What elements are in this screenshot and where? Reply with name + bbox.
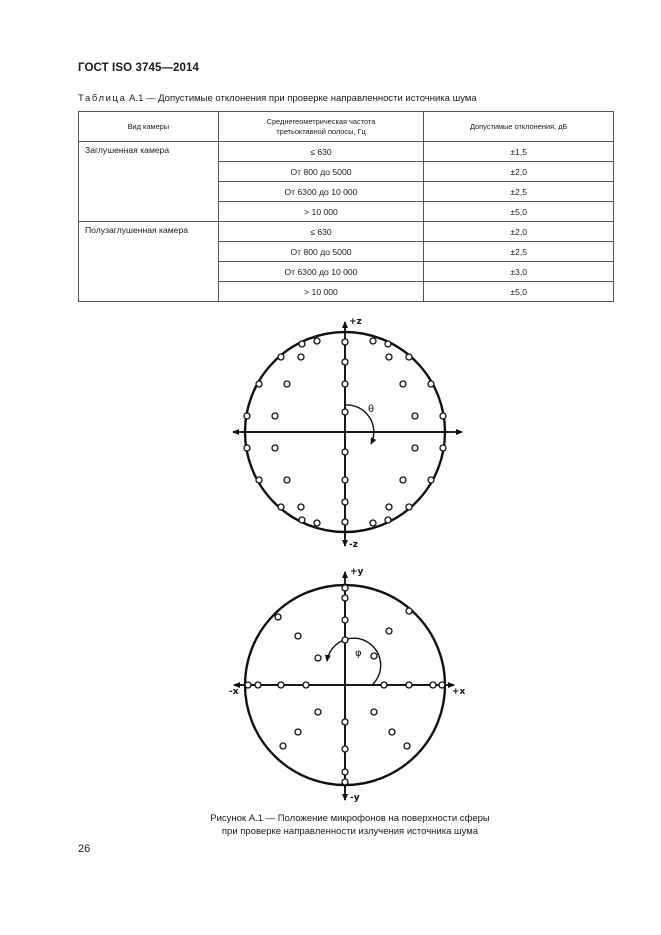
microphone-point bbox=[342, 519, 348, 525]
microphone-point bbox=[314, 338, 320, 344]
bottom-sphere-diagram bbox=[229, 567, 466, 803]
microphone-point bbox=[256, 477, 262, 483]
figure-caption-line: при проверке направленности излучения источника шума bbox=[221, 826, 479, 837]
microphone-point bbox=[278, 682, 284, 688]
deviation-cell: ±2,0 bbox=[424, 162, 614, 182]
microphone-point bbox=[295, 633, 301, 639]
microphone-point bbox=[298, 504, 304, 510]
microphone-point bbox=[299, 341, 305, 347]
table-caption-label: Таблица bbox=[78, 93, 127, 104]
microphone-point bbox=[315, 655, 321, 661]
axis-label-minus-x: -x bbox=[229, 687, 239, 697]
col-header-frequency: Среднегеометрическая частота третьоктавной полосы, Гц bbox=[218, 112, 424, 142]
microphone-point bbox=[342, 746, 348, 752]
microphone-point bbox=[385, 517, 391, 523]
microphone-point bbox=[386, 504, 392, 510]
microphone-point bbox=[412, 445, 418, 451]
table-caption-text: А.1 — Допустимые отклонения при проверке направленности источника шума bbox=[126, 93, 477, 104]
microphone-point bbox=[400, 381, 406, 387]
page-number: 26 bbox=[78, 843, 91, 855]
microphone-point bbox=[428, 381, 434, 387]
microphone-point bbox=[256, 381, 262, 387]
axis-label-minus-y: -y bbox=[350, 793, 360, 803]
microphone-point bbox=[342, 769, 348, 775]
frequency-cell: От 6300 до 10 000 bbox=[218, 182, 424, 202]
microphone-point bbox=[381, 682, 387, 688]
microphone-point bbox=[342, 637, 348, 643]
microphone-point bbox=[386, 628, 392, 634]
microphone-point bbox=[412, 413, 418, 419]
microphone-point bbox=[284, 381, 290, 387]
figure-caption bbox=[150, 812, 550, 838]
microphone-point bbox=[342, 617, 348, 623]
microphone-point bbox=[389, 729, 395, 735]
microphone-point bbox=[272, 413, 278, 419]
axis-label-minus-z: -z bbox=[349, 540, 358, 550]
microphone-point bbox=[255, 682, 261, 688]
microphone-point bbox=[440, 445, 446, 451]
microphone-point bbox=[272, 445, 278, 451]
frequency-cell: От 800 до 5000 bbox=[218, 162, 424, 182]
top-sphere-diagram bbox=[233, 317, 462, 550]
microphone-point bbox=[245, 682, 251, 688]
theta-label: θ bbox=[368, 404, 375, 415]
microphone-point bbox=[342, 719, 348, 725]
microphone-point bbox=[244, 413, 250, 419]
microphone-point bbox=[406, 504, 412, 510]
microphone-point bbox=[275, 614, 281, 620]
axis-label-plus-z: +z bbox=[349, 317, 362, 327]
microphone-point bbox=[342, 339, 348, 345]
microphone-point bbox=[342, 449, 348, 455]
microphone-point bbox=[298, 354, 304, 360]
microphone-point bbox=[342, 779, 348, 785]
microphone-point bbox=[278, 354, 284, 360]
frequency-cell: От 800 до 5000 bbox=[218, 242, 424, 262]
microphone-point bbox=[406, 608, 412, 614]
microphone-point bbox=[342, 477, 348, 483]
microphone-point bbox=[370, 520, 376, 526]
axis-label-plus-x: +x bbox=[452, 687, 466, 697]
figure-caption-line: Рисунок А.1 — Положение микрофонов на поверхности сферы bbox=[210, 813, 490, 824]
deviation-cell: ±2,5 bbox=[424, 242, 614, 262]
phi-angle-arc bbox=[327, 638, 381, 685]
deviation-cell: ±5,0 bbox=[424, 202, 614, 222]
chamber-name-cell: Полузаглушенная камера bbox=[79, 222, 219, 302]
microphone-point bbox=[342, 381, 348, 387]
deviation-cell: ±2,5 bbox=[424, 182, 614, 202]
col-header-chamber-type: Вид камеры bbox=[79, 112, 219, 142]
microphone-point bbox=[299, 517, 305, 523]
microphone-point bbox=[295, 729, 301, 735]
frequency-cell: > 10 000 bbox=[218, 282, 424, 302]
frequency-cell: От 6300 до 10 000 bbox=[218, 262, 424, 282]
microphone-point bbox=[314, 520, 320, 526]
frequency-cell: ≤ 630 bbox=[218, 142, 424, 162]
col-header-deviation: Допустимые отклонения, дБ bbox=[424, 112, 614, 142]
microphone-point bbox=[406, 682, 412, 688]
frequency-cell: > 10 000 bbox=[218, 202, 424, 222]
phi-label: φ bbox=[355, 648, 362, 659]
chamber-name-cell: Заглушенная камера bbox=[79, 142, 219, 222]
microphone-point bbox=[244, 445, 250, 451]
microphone-point bbox=[386, 354, 392, 360]
microphone-point bbox=[371, 653, 377, 659]
microphone-point bbox=[342, 585, 348, 591]
microphone-point bbox=[278, 504, 284, 510]
document-header: ГОСТ ISO 3745—2014 bbox=[78, 62, 200, 74]
microphone-point bbox=[315, 709, 321, 715]
frequency-cell: ≤ 630 bbox=[218, 222, 424, 242]
microphone-point bbox=[370, 338, 376, 344]
microphone-point bbox=[406, 354, 412, 360]
microphone-point bbox=[385, 341, 391, 347]
microphone-point bbox=[440, 413, 446, 419]
deviation-cell: ±2,0 bbox=[424, 222, 614, 242]
microphone-point bbox=[430, 682, 436, 688]
microphone-point bbox=[428, 477, 434, 483]
microphone-point bbox=[342, 595, 348, 601]
microphone-point bbox=[342, 499, 348, 505]
deviation-cell: ±5,0 bbox=[424, 282, 614, 302]
deviation-cell: ±3,0 bbox=[424, 262, 614, 282]
microphone-point bbox=[280, 743, 286, 749]
deviation-cell: ±1,5 bbox=[424, 142, 614, 162]
microphone-point bbox=[342, 359, 348, 365]
axis-label-plus-y: +y bbox=[350, 567, 364, 577]
microphone-point bbox=[284, 477, 290, 483]
microphone-point bbox=[400, 477, 406, 483]
microphone-point bbox=[404, 743, 410, 749]
microphone-point bbox=[303, 682, 309, 688]
microphone-point bbox=[342, 409, 348, 415]
microphone-point bbox=[371, 709, 377, 715]
microphone-point bbox=[439, 682, 445, 688]
